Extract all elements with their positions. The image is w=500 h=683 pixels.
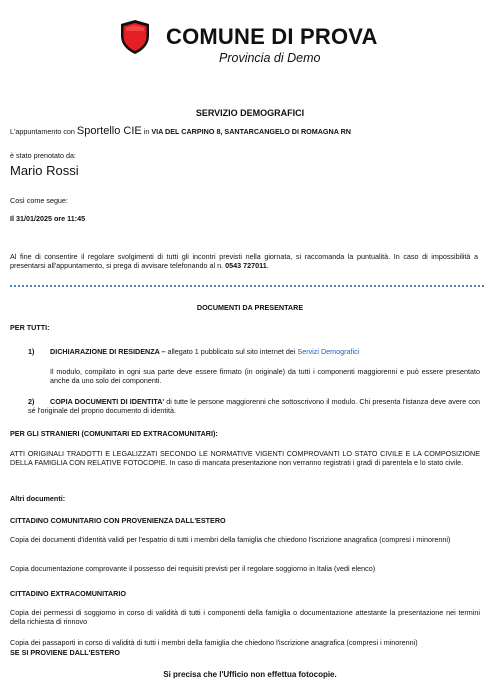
- office-address: VIA DEL CARPINO 8, SANTARCANGELO DI ROMAGNA RN: [151, 127, 352, 136]
- person-name: Mario Rossi: [10, 163, 79, 178]
- item-rest: di tutte le persone maggiorenni che sottoscrivono il modulo. Chi presenta l'istanza deve avere con sé l'originale del proprio documento di identità.: [28, 397, 480, 415]
- copia-passaporti: Copia dei passaporti in corso di validità di tutti i membri della famiglia che chiedono l'iscrizione anagrafica (compresi i minorenni): [10, 638, 418, 647]
- as-follows-label: Così come segue:: [10, 196, 68, 205]
- footer-note: Si precisa che l'Ufficio non effettua fotocopie.: [163, 670, 337, 679]
- appointment-prefix: L'appuntamento con: [10, 127, 75, 136]
- atti-rest: In caso di mancata presentazione non verranno registrati i gradi di parentela e lo stato civile.: [167, 458, 464, 467]
- appointment-in: in: [143, 127, 150, 136]
- item-rest: allegato 1 pubblicato sul sito internet dei: [165, 347, 298, 356]
- shield-icon: [118, 19, 152, 55]
- municipality-title: COMUNE DI PROVA: [166, 24, 378, 49]
- booked-by-label: è stato prenotato da:: [10, 151, 76, 160]
- list-item: [28, 397, 480, 415]
- list-item: [28, 347, 359, 356]
- altri-heading: Altri documenti:: [10, 494, 66, 503]
- item-head: COPIA DOCUMENTI DI IDENTITA': [50, 397, 165, 406]
- se-proviene-heading: SE SI PROVIENE DALL'ESTERO: [10, 648, 120, 657]
- copia-documenti-identita: Copia dei documenti d'identità validi per l'espatrio di tutti i membri della famiglia che chiedono l'iscrizione anagrafica (compresi i minorenni): [10, 535, 451, 544]
- atti-bold: ATTI ORIGINALI TRADOTTI E LEGALIZZATI SECONDO LE NORMATIVE VIGENTI COMPROVANTI LO STATO CIVILE E LA COMPOSIZIONE DELLA FAMIGLIA CON RELATIVE FOTOCOPIE.: [10, 449, 480, 467]
- extracomunitario-heading: CITTADINO EXTRACOMUNITARIO: [10, 589, 126, 598]
- stranieri-heading: PER GLI STRANIERI (COMUNITARI ED EXTRACOMUNITARI):: [10, 429, 218, 438]
- appointment-datetime: Il 31/01/2025 ore 11:45: [10, 214, 86, 223]
- item1-description: Il modulo, compilato in ogni sua parte deve essere firmato (in originale) da tutti i componenti maggiorenni e può essere presentato anche da uno solo dei componenti.: [50, 367, 480, 385]
- item-number: 2): [28, 397, 35, 406]
- appointment-line: [10, 127, 351, 136]
- copia-documentazione: Copia documentazione comprovante il possesso dei requisiti previsti per il regolare soggiorno in Italia (vedi elenco): [10, 564, 376, 573]
- item-number: 1): [28, 347, 35, 356]
- atti-paragraph: [10, 449, 480, 467]
- notice-text: Al fine di consentire il regolare svolgimenti di tutti gli incontri previsti nella giornata, si raccomanda la puntualità. In caso di impossibilità a presentarsi all'appuntamento, si prega di avvisare telefonando al n.: [10, 252, 478, 270]
- per-tutti-heading: PER TUTTI:: [10, 323, 50, 332]
- notice-end: .: [266, 261, 269, 270]
- punctuality-notice: [10, 252, 478, 270]
- documents-heading: DOCUMENTI DA PRESENTARE: [196, 303, 304, 312]
- servizi-demografici-link[interactable]: Servizi Demografici: [297, 347, 360, 356]
- dotted-divider: [10, 285, 484, 287]
- notice-phone: 0543 727011: [225, 261, 267, 270]
- service-heading: SERVIZIO DEMOGRAFICI: [195, 108, 305, 118]
- copia-permessi: Copia dei permessi di soggiorno in corso di validità di tutti i componenti della famiglia o documentazione attestante la presentazione nei termini della richiesta di rinnovo: [10, 608, 480, 626]
- province-subtitle: Provincia di Demo: [219, 51, 321, 65]
- comunitario-heading: CITTADINO COMUNITARIO CON PROVENIENZA DALL'ESTERO: [10, 516, 226, 525]
- office-name: Sportello CIE: [76, 125, 142, 137]
- item-head: DICHIARAZIONE DI RESIDENZA –: [50, 347, 166, 356]
